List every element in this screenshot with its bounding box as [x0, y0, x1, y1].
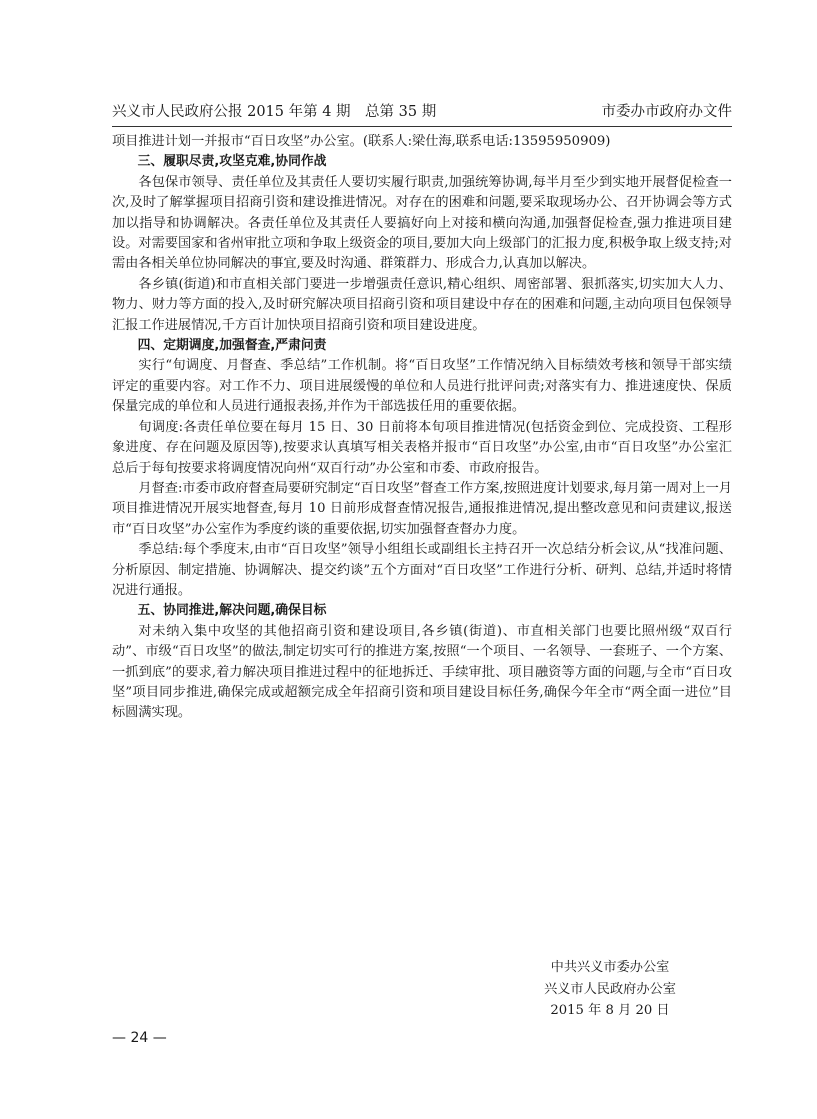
paragraph: 月督查:市委市政府督查局要研究制定“百日攻坚”督查工作方案,按照进度计划要求,每月第一周对上一月项目推进情况开展实地督查,每月 10 日前形成督查情况报告,通报推进情况,提出整改意见和问责建议,报送市“百日攻坚”办公室作为季度约谈的重要依据,切实加强督查督办力度。: [112, 480, 732, 537]
page-number: — 24 —: [112, 1030, 167, 1046]
paragraph: 旬调度:各责任单位要在每月 15 日、30 日前将本旬项目推进情况(包括资金到位、完成投资、工程形象进度、存在问题及原因等),按要求认真填写相关表格并报市“百日攻坚”办公室,由市“百日攻坚”办公室汇总后于每旬按要求将调度情况向州“双百行动”办公室和市委、市政府报告。: [112, 419, 732, 476]
paragraph: 对未纳入集中攻坚的其他招商引资和建设项目,各乡镇(街道)、市直相关部门也要比照州级“双百行动”、市级“百日攻坚”的做法,制定切实可行的推进方案,按照“一个项目、一名领导、一套班子、一个方案、一抓到底”的要求,着力解决项目推进过程中的征地拆迁、手续审批、项目融资等方面的问题,与全市“百日攻坚”项目同步推进,确保完成或超额完成全年招商引资和项目建设目标任务,确保今年全市“两全面一进位”目标圆满实现。: [112, 623, 732, 721]
paragraph: 项目推进计划一并报市“百日攻坚”办公室。(联系人:梁仕海,联系电话:13595950909): [112, 134, 611, 149]
section-heading: 三、履职尽责,攻坚克难,协同作战: [137, 154, 327, 170]
section-heading: 四、定期调度,加强督查,严肃问责: [137, 338, 327, 354]
running-header: [112, 103, 732, 121]
signature-block: [520, 957, 700, 1022]
header-section: 市委办市政府办文件: [601, 104, 732, 120]
signature-issuer-1: 中共兴义市委办公室: [550, 960, 670, 975]
paragraph: 各包保市领导、责任单位及其责任人要切实履行职责,加强统筹协调,每半月至少到实地开展督促检查一次,及时了解掌握项目招商引资和建设推进情况。对存在的困难和问题,要采取现场办公、召开协调会等方式加以指导和协调解决。各责任单位及其责任人要搞好向上对接和横向沟通,加强督促检查,强力推进项目建设。对需要国家和省州审批立项和争取上级资金的项目,要加大向上级部门的汇报力度,积极争取上级支持;对需由各相关单位协同解决的事宜,要及时沟通、群策群力、形成合力,认真加以解决。: [112, 174, 732, 272]
paragraph: 各乡镇(街道)和市直相关部门要进一步增强责任意识,精心组织、周密部署、狠抓落实,切实加大人力、物力、财力等方面的投入,及时研究解决项目招商引资和项目建设中存在的困难和问题,主动向项目包保领导汇报工作进展情况,千方百计加快项目招商引资和项目建设进度。: [112, 276, 732, 333]
signature-date: 2015 年 8 月 20 日: [550, 1003, 670, 1018]
paragraph: 实行“旬调度、月督查、季总结”工作机制。将“百日攻坚”工作情况纳入目标绩效考核和领导干部实绩评定的重要内容。对工作不力、项目进展缓慢的单位和人员进行批评问责;对落实有力、推进速度快、保质保量完成的单位和人员进行通报表扬,并作为干部选拔任用的重要依据。: [112, 358, 732, 415]
header-publication: 兴义市人民政府公报 2015 年第 4 期 总第 35 期: [112, 104, 437, 120]
signature-issuer-2: 兴义市人民政府办公室: [544, 981, 676, 997]
header-divider: [112, 126, 732, 127]
paragraph: 季总结:每个季度末,由市“百日攻坚”领导小组组长或副组长主持召开一次总结分析会议,从“找准问题、分析原因、制定措施、协调解决、提交约谈”五个方面对“百日攻坚”工作进行分析、研判、总结,并适时将情况进行通报。: [112, 542, 732, 598]
section-heading: 五、协同推进,解决问题,确保目标: [137, 603, 327, 619]
document-body: [112, 132, 732, 724]
